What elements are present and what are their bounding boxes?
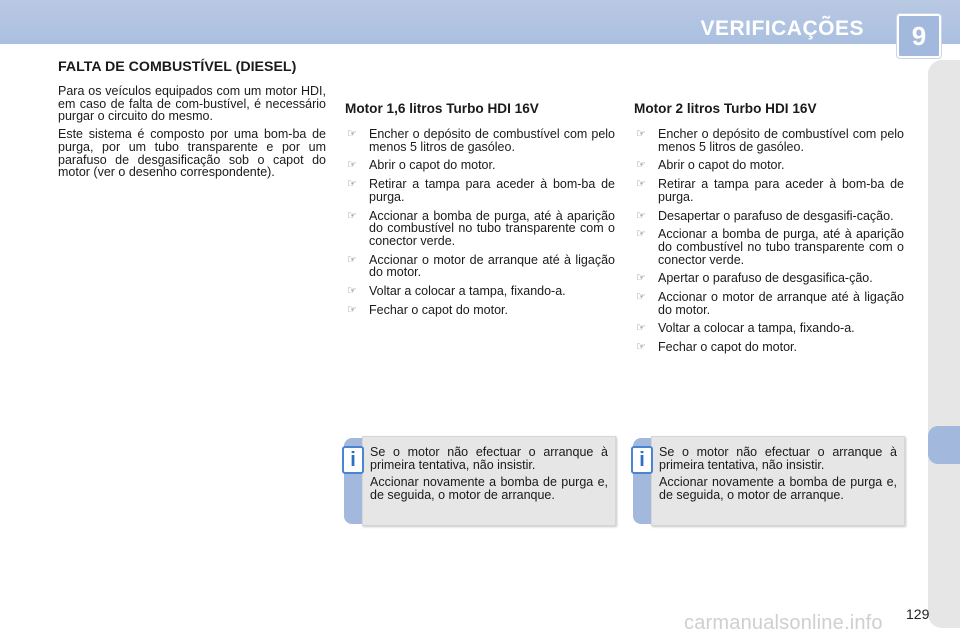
chapter-number: 9 — [911, 21, 927, 51]
step-item — [345, 285, 615, 298]
info-text — [659, 446, 897, 507]
pointing-finger-icon: ☞ — [347, 178, 357, 191]
step-text: Fechar o capot do motor. — [369, 302, 508, 317]
step-item — [345, 254, 615, 279]
step-text: Encher o depósito de combustível com pelo menos 5 litros de gasóleo. — [658, 127, 904, 154]
page-number: 129 — [906, 606, 930, 622]
step-item — [634, 322, 904, 335]
step-text: Accionar o motor de arranque até à ligação do motor. — [658, 290, 904, 317]
step-item — [634, 291, 904, 316]
engine-20-column — [634, 101, 904, 360]
chapter-tab — [897, 14, 941, 58]
step-item — [345, 210, 615, 248]
page-title: VERIFICAÇÕES — [700, 17, 864, 40]
step-item — [634, 341, 904, 354]
step-item — [345, 304, 615, 317]
engine-16-column — [345, 101, 615, 322]
step-item — [634, 228, 904, 266]
step-text: Voltar a colocar a tampa, fixando-a. — [369, 284, 566, 299]
intro-paragraph: Para os veículos equipados com um motor HDI, em caso de falta de com-bustível, é necessário purgar o circuito do mesmo. — [58, 84, 326, 124]
pointing-finger-icon: ☞ — [636, 178, 646, 191]
info-line: Accionar novamente a bomba de purga e, de seguida, o motor de arranque. — [659, 475, 897, 503]
step-text: Accionar a bomba de purga, até à aparição do combustível no tubo transparente com o conector verde. — [658, 227, 904, 267]
info-line: Se o motor não efectuar o arranque à primeira tentativa, não insistir. — [659, 445, 897, 472]
pointing-finger-icon: ☞ — [347, 285, 357, 298]
step-text: Retirar a tampa para aceder à bom-ba de purga. — [658, 177, 904, 204]
info-line: Accionar novamente a bomba de purga e, de seguida, o motor de arranque. — [370, 475, 608, 503]
side-strip — [928, 60, 960, 628]
step-item — [345, 159, 615, 172]
step-text: Abrir o capot do motor. — [369, 158, 496, 173]
step-item — [634, 178, 904, 203]
step-text: Voltar a colocar a tampa, fixando-a. — [658, 321, 855, 336]
step-item — [634, 272, 904, 285]
step-text: Retirar a tampa para aceder à bom-ba de purga. — [369, 177, 615, 204]
engine-16-heading: Motor 1,6 litros Turbo HDI 16V — [345, 101, 539, 116]
info-box-engine-16 — [342, 432, 618, 528]
pointing-finger-icon: ☞ — [636, 272, 646, 285]
step-text: Desapertar o parafuso de desgasifi-cação. — [658, 208, 894, 223]
step-item — [634, 128, 904, 153]
engine-20-heading: Motor 2 litros Turbo HDI 16V — [634, 101, 817, 116]
step-text: Abrir o capot do motor. — [658, 158, 785, 173]
step-item — [345, 128, 615, 153]
info-icon: i — [342, 446, 364, 474]
pointing-finger-icon: ☞ — [347, 253, 357, 266]
info-panel — [651, 436, 905, 526]
pointing-finger-icon: ☞ — [347, 303, 357, 316]
step-text: Fechar o capot do motor. — [658, 340, 797, 355]
info-line: Se o motor não efectuar o arranque à primeira tentativa, não insistir. — [370, 445, 608, 472]
step-text: Accionar a bomba de purga, até à aparição do combustível no tubo transparente com o conector verde. — [369, 208, 615, 248]
watermark: carmanualsonline.info — [684, 612, 883, 634]
pointing-finger-icon: ☞ — [347, 128, 357, 140]
step-item — [345, 178, 615, 203]
section-title: FALTA DE COMBUSTÍVEL (DIESEL) — [58, 59, 297, 75]
pointing-finger-icon: ☞ — [636, 341, 646, 354]
pointing-finger-icon: ☞ — [636, 322, 646, 335]
step-item — [634, 210, 904, 223]
info-box-engine-20 — [631, 432, 907, 528]
pointing-finger-icon: ☞ — [636, 209, 646, 222]
engine-20-steps — [634, 128, 904, 354]
pointing-finger-icon: ☞ — [347, 209, 357, 222]
pointing-finger-icon: ☞ — [636, 228, 646, 241]
info-panel — [362, 436, 616, 526]
pointing-finger-icon: ☞ — [636, 291, 646, 304]
engine-16-steps — [345, 128, 615, 316]
system-paragraph: Este sistema é composto por uma bom-ba de purga, por um tubo transparente e por um parafuso de desgasificação sob o capot do motor (ver o desenho correspondente). — [58, 127, 326, 180]
step-item — [634, 159, 904, 172]
side-chapter-tab — [928, 426, 960, 464]
step-text: Encher o depósito de combustível com pelo menos 5 litros de gasóleo. — [369, 127, 615, 154]
pointing-finger-icon: ☞ — [347, 159, 357, 172]
info-icon: i — [631, 446, 653, 474]
step-text: Apertar o parafuso de desgasifica-ção. — [658, 271, 873, 286]
step-text: Accionar o motor de arranque até à ligação do motor. — [369, 252, 615, 280]
left-column — [58, 60, 326, 184]
pointing-finger-icon: ☞ — [636, 159, 646, 172]
pointing-finger-icon: ☞ — [636, 128, 646, 140]
info-text — [370, 446, 608, 507]
